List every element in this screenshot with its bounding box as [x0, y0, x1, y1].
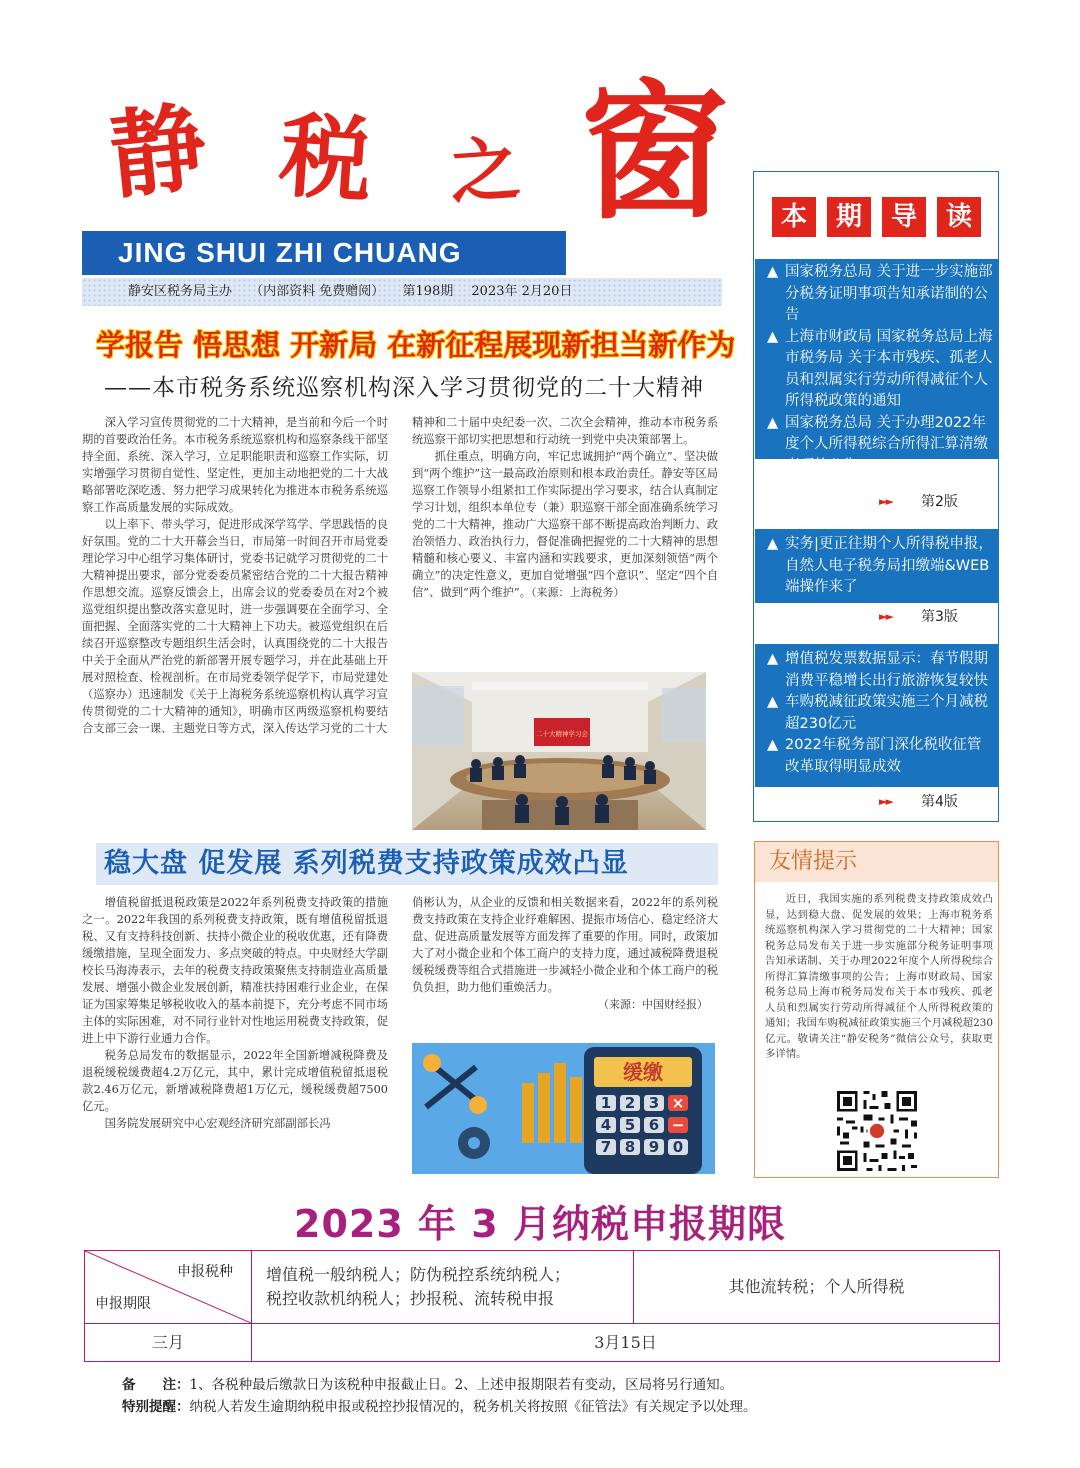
article2-column-left: [82, 894, 388, 1132]
guide-item-text: 实务|更正往期个人所得税申报，自然人电子税务局扣缴端&WEB端操作来了: [785, 536, 993, 595]
page-number: 第3版: [921, 609, 958, 625]
masthead-char: 静: [104, 90, 212, 213]
footnotes: [122, 1374, 1022, 1418]
guide-item[interactable]: [755, 692, 999, 735]
issue-bar: [82, 278, 722, 306]
remark-text: 1、各税种最后缴款日为该税种申报截止日。2、上述申报期限若有变动，区局将另行通知。: [189, 1377, 734, 1393]
qr-code-icon[interactable]: [834, 1088, 920, 1174]
tax-type-line: 税控收款机纳税人；抄报税、流转税申报: [266, 1289, 555, 1308]
page-ref[interactable]: [755, 788, 999, 816]
article1-paragraph: [412, 448, 718, 601]
double-arrow-icon: ►►: [879, 495, 892, 508]
tax-type-cell-1: [251, 1251, 633, 1323]
friendly-tips-box: [754, 841, 999, 1178]
issue-guide-title-char: 导: [882, 197, 926, 237]
article2-paragraph: 俏彬认为，从企业的反馈和相关数据来看，2022年的系列税费支持政策在支持企业纾难解困、提振市场信心、稳定经济大盘、促进高质量发展等方面发挥了重要的作用。同时，政策加大了对小微企业和个体工商户的支持力度，通过减税降费退税缓税缓费等组合式措施进一步减轻小微企业和个体工商户的税负负担，助力他们重焕活力。: [412, 896, 718, 994]
guide-item[interactable]: [755, 262, 999, 327]
reminder-line: [122, 1396, 1022, 1418]
article2-source: （来源：中国财经报）: [598, 998, 708, 1011]
issue-guide-title: [772, 197, 982, 237]
triangle-bullet-icon: ▲: [767, 651, 779, 667]
page-number: 第2版: [921, 494, 958, 510]
meeting-photo-illustration: [412, 672, 706, 830]
calc-key: 1: [600, 1094, 612, 1112]
calc-key: 9: [648, 1138, 660, 1156]
page-ref[interactable]: [755, 603, 999, 631]
reminder-label: 特别提醒：: [122, 1399, 190, 1415]
deadline-title: 2023 年 3 月纳税申报期限: [294, 1202, 786, 1246]
guide-item[interactable]: [755, 327, 999, 413]
deadline-table: [84, 1250, 1000, 1362]
article1-paragraph: 精神和二十届中央纪委一次、二次全会精神，推动本市税务系统巡察干部切实把思想和行动统一到党中央决策部署上。: [412, 416, 718, 446]
article1-subheadline: ——本市税务系统巡察机构深入学习贯彻党的二十大精神: [104, 375, 704, 401]
tips-title: 友情提示: [755, 842, 998, 882]
calc-key: 3: [648, 1094, 660, 1112]
triangle-bullet-icon: ▲: [767, 694, 779, 710]
photo-banner-text: 二十大精神学习会: [536, 730, 588, 738]
month-cell: 三月: [85, 1323, 251, 1361]
guide-block-page3: [755, 529, 999, 603]
tax-deferral-illustration: [412, 1043, 715, 1174]
guide-item-text: 2022年税务部门深化税收征管改革取得明显成效: [785, 737, 982, 775]
article2-paragraph: 税务总局发布的数据显示，2022年全国新增减税降费及退税缓税缓费超4.2万亿元，其中，累计完成增值税留抵退税款2.46万亿元，新增减税降费超1万亿元，缓税缓费超7500亿元。: [82, 1049, 388, 1113]
article2-headline: 稳大盘 促发展 系列税费支持政策成效凸显: [96, 843, 718, 885]
triangle-bullet-icon: ▲: [767, 264, 779, 280]
triangle-bullet-icon: ▲: [767, 737, 779, 753]
double-arrow-icon: ►►: [879, 610, 892, 623]
masthead-char: 之: [447, 126, 523, 215]
calc-key: 7: [600, 1138, 612, 1156]
calc-key: 0: [672, 1138, 684, 1156]
qr-code-graphic: [834, 1088, 920, 1174]
masthead-char: 税: [276, 100, 376, 216]
page-number: 第4版: [921, 794, 958, 810]
issue-note: （内部资料 免费赠阅）: [250, 284, 385, 299]
issue-number: 第198期: [402, 284, 454, 299]
guide-item[interactable]: [755, 649, 999, 692]
sponsor: 静安区税务局主办: [128, 284, 233, 299]
guide-block-page4: [755, 644, 999, 787]
article2-paragraph: 增值税留抵退税政策是2022年系列税费支持政策的措施之一。2022年我国的系列税费支持政策，既有增值税留抵退税、又有支持科技创新、扶持小微企业的税收优惠，还有降费缓缴措施，呈现全面发力、多点突破的特点。中央财经大学副校长马海涛表示，去年的税费支持政策聚焦支持制造业高质量发展、增强小微企业发展创新，精准扶持困难行业企业，在保证为国家筹集足够税收收入的基本前提下，充分考虑不同市场主体的实际困难，对不同行业针对性地运用税费支持政策，促进上中下游行业通力合作。: [82, 896, 388, 1045]
triangle-bullet-icon: ▲: [767, 414, 779, 431]
article1-column-left: [82, 414, 388, 737]
calc-key: 4: [600, 1116, 612, 1134]
article1-paragraph: 深入学习宣传贯彻党的二十大精神，是当前和今后一个时期的首要政治任务。本市税务系统巡察机构和巡察条线干部坚持全面、系统、深入学习，立足职能职责和巡察工作实际，切实增强学习贯彻自觉性、坚定性，更加主动地把党的二十大战略部署吃深吃透、努力把学习成果转化为推进本市税务系统巡察工作高质量发展的实际成效。: [82, 416, 388, 514]
remark-label: 备 注：: [122, 1377, 190, 1393]
guide-item-text: 上海市财政局 国家税务总局上海市税务局 关于本市残疾、孤老人员和烈属实行劳动所得减征个人所得税政策的通知: [785, 328, 993, 409]
calculator-display-label: 缓缴: [623, 1060, 663, 1084]
calc-key: 6: [648, 1116, 660, 1134]
page-ref[interactable]: [755, 488, 999, 516]
issue-date: 2023年 2月20日: [471, 284, 573, 299]
meeting-photo: [412, 672, 706, 830]
triangle-bullet-icon: ▲: [767, 536, 779, 552]
tax-type-cell-2: 其他流转税；个人所得税: [633, 1251, 999, 1323]
calc-key: 2: [624, 1094, 636, 1112]
calc-key: 5: [624, 1116, 636, 1134]
masthead-char: 窗: [580, 65, 728, 239]
guide-item-text: 增值税发票数据显示：春节假期消费平稳增长出行旅游恢复较快: [785, 651, 988, 689]
calc-key: −: [671, 1116, 685, 1134]
guide-item-text: 国家税务总局 关于进一步实施部分税务证明事项告知承诺制的公告: [785, 264, 993, 323]
guide-block-page2: [755, 259, 999, 474]
article2-column-right: [412, 894, 718, 1013]
corner-bottom-label: 申报期限: [95, 1296, 151, 1312]
reminder-text: 纳税人若发生逾期纳税申报或税控抄报情况的，税务机关将按照《征管法》有关规定予以处理。: [189, 1399, 757, 1415]
issue-guide-title-char: 本: [772, 197, 816, 237]
article1-paragraph: 以上率下、带头学习，促进形成深学笃学、学思践悟的良好氛围。党的二十大开幕会当日，市局第一时间召开市局党委理论学习中心组学习集体研讨，党委书记就学习贯彻党的二十大精神提出要求，部分党委委员紧密结合党的二十大报告精神作思想交流。巡察反馈会上，出席会议的党委委员在对2个被巡党组织提出整改落实意见时，进一步强调要在全面学习、全面把握、全面落实党的二十大精神上下功夫。被巡党组织在后续召开巡察整改专题组织生活会时，认真围绕党的二十大报告中关于全面从严治党的新部署开展专题学习，并在此基础上开展对照检查、检视剖析。在市局党委领学促学下，市局党建处（巡察办）迅速制发《关于上海税务系统巡察机构认真学习宣传贯彻党的二十大精神的通知》，明确市区两级巡察机构要结合支部三会一课、主题党日等方式，深入传达学习党的二十大: [82, 518, 388, 735]
corner-top-label: 申报税种: [177, 1264, 233, 1280]
masthead-title: [104, 65, 728, 239]
guide-item-text: 国家税务总局 关于办理2022年度个人所得税综合所得汇算清缴事项的公告: [785, 414, 988, 474]
guide-item[interactable]: [755, 534, 999, 599]
calc-key: ×: [671, 1094, 685, 1112]
deadline-date-cell: 3月15日: [251, 1323, 999, 1361]
tips-body: 近日，我国实施的系列税费支持政策成效凸显，达到稳大盘、促发展的效果；上海市税务系统巡察机构深入学习贯彻党的二十大精神；国家税务总局发布关于进一步实施部分税务证明事项告知承诺制、关于办理2022年度个人所得税综合所得汇算清缴事项的公告；上海市财政局、国家税务总局上海市税务局发布关于本市残疾、孤老人员和烈属实行劳动所得减征个人所得税政策的通知；我国车购税减征政策实施三个月减税超230亿元。敬请关注“静安税务”微信公众号，获取更多详情。: [765, 893, 993, 1060]
calculator-illustration: [412, 1043, 715, 1174]
calc-key: 8: [624, 1138, 636, 1156]
article1-source: （来源：上海税务）: [531, 586, 625, 599]
table-corner-header: [85, 1251, 251, 1323]
remark-line: [122, 1374, 1022, 1396]
issue-guide-title-char: 读: [937, 197, 981, 237]
issue-guide-sidebar: [753, 171, 999, 822]
guide-item[interactable]: [755, 413, 999, 478]
issue-guide-title-char: 期: [827, 197, 871, 237]
double-arrow-icon: ►►: [879, 795, 892, 808]
guide-item-text: 车购税减征政策实施三个月减税超230亿元: [785, 694, 988, 732]
guide-item[interactable]: [755, 735, 999, 778]
article1-paragraph-text: 抓住重点，明确方向，牢记忠诚拥护“两个确立”、坚决做到“两个维护”这一最高政治原则和根本政治责任。静安等区局巡察工作领导小组紧扣工作实际提出学习要求，结合认真制定学习计划，组织本单位专（兼）职巡察干部全面准确系统学习党的二十大精神，推动广大巡察干部不断提高政治判断力、政治领悟力、政治执行力，督促准确把握党的二十大精神的思想精髓和核心要义、丰富内涵和实践要求，更加深刻领悟“两个确立”的决定性意义，更加自觉增强“四个意识”、坚定“四个自信”、做到“两个维护”。: [412, 450, 718, 599]
article2-paragraph: 国务院发展研究中心宏观经济研究部副部长冯: [104, 1117, 331, 1130]
article1-column-right: [412, 414, 718, 601]
tax-type-line: 增值税一般纳税人；防伪税控系统纳税人；: [266, 1265, 571, 1284]
article1-headline: 学报告 悟思想 开新局 在新征程展现新担当新作为: [96, 328, 736, 362]
triangle-bullet-icon: ▲: [767, 328, 779, 345]
pinyin-bar: JING SHUI ZHI CHUANG: [82, 231, 566, 275]
